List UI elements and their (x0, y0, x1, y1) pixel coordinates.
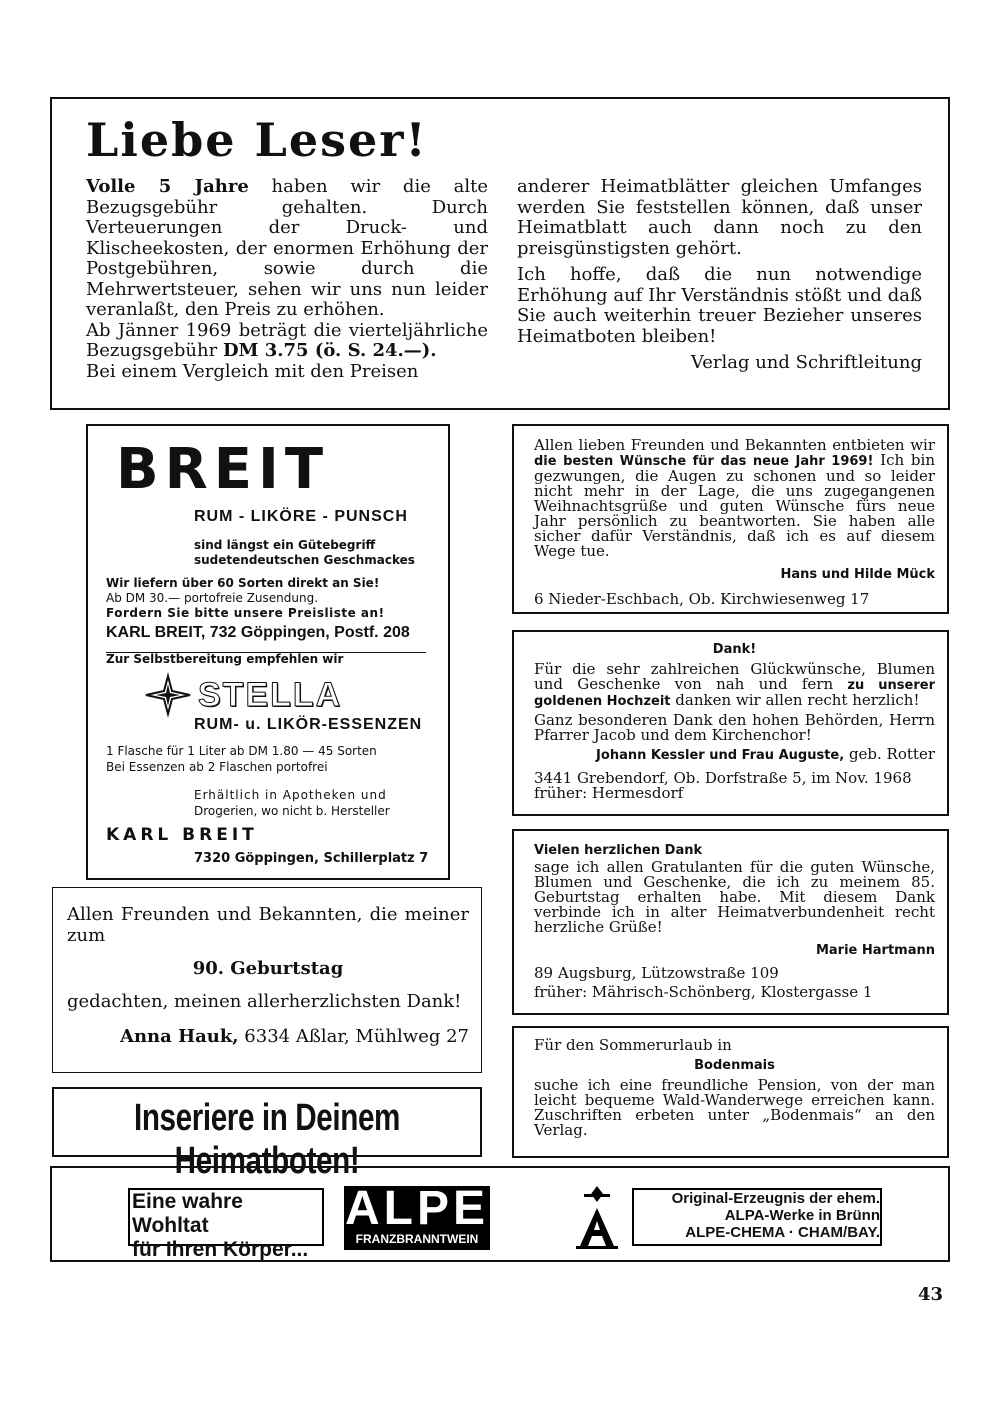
stella-logo (144, 674, 384, 716)
leser-notice-box (50, 97, 950, 410)
inserat-slogan: Inseriere in Deinem Heimatboten! (133, 1097, 401, 1182)
holiday-line-1: Für den Sommerurlaub in (534, 1036, 732, 1054)
leser-col2-p2: Ich hoffe, daß die nun notwendige Erhöhung auf Ihr Verständnis stößt und daß Sie auch weiterhin treuer Bezieher unseres Heimatboten bleiben! (517, 264, 922, 347)
leser-col1-p3: Bei einem Vergleich mit den Preisen (86, 360, 419, 382)
holiday-place: Bodenmais (694, 1058, 775, 1073)
birthday-sig-name: Anna Hauk, (120, 1026, 239, 1047)
kessler-address-1: 3441 Grebendorf, Ob. Dorfstraße 5, im Nov. 1968 (534, 769, 912, 787)
leser-col1-text: haben wir die alte Bezugsgebühr gehalten. Durch Verteuerungen der Druck- und Klischeekosten, der enormen Erhöhung der Postgebühren, sowie durch die Mehrwertsteuer, sehen wir uns nun leider veranlaßt, den Preis zu erhöhen. (86, 176, 488, 320)
alpe-origin-1: Original-Erzeugnis der ehem. (671, 1190, 880, 1207)
breit-line-4: Ab DM 30.— portofreie Zusendung. (106, 591, 319, 605)
holiday-p1: suche ich eine freundliche Pension, von der man leicht bequeme Wald-Wanderwege erreichen kann. Zuschriften erbeten unter „Bodenmais“ an den Verlag. (534, 1076, 935, 1139)
hartmann-p1: sage ich allen Gratulanten für die guten Wünsche, Blumen und Geschenke, die ich zu meinem 85. Geburtstag erhalten habe. Mit diesem Dank verbinde ich in alter Heimatverbundenheit recht herzliche Grüße! (534, 858, 935, 936)
leser-signature: Verlag und Schriftleitung (690, 352, 922, 373)
breit-company: KARL BREIT (106, 825, 258, 845)
mueck-greeting-box (512, 424, 949, 614)
breit-address-1: KARL BREIT, 732 Göppingen, Postf. 208 (106, 624, 410, 641)
alpe-brand-sub: FRANZBRANNTWEIN (355, 1232, 479, 1246)
breit-line-2a: sind längst ein Gütebegriff (194, 538, 376, 552)
alpe-slogan-1: Eine wahre Wohltat (132, 1190, 243, 1237)
alpe-origin-2: ALPA-Werke in Brünn (724, 1207, 880, 1224)
kessler-sig-a: Johann Kessler und Frau Auguste, (596, 748, 845, 763)
breit-products: RUM - LIKÖRE - PUNSCH (194, 508, 408, 525)
kessler-p1-b: danken wir allen recht herzlich! (670, 691, 920, 709)
mueck-signature: Hans und Hilde Mück (780, 567, 935, 582)
hartmann-text (534, 843, 935, 1000)
mueck-p-a: Allen lieben Freunden und Bekannten entbieten wir (534, 436, 935, 454)
holiday-request-box (512, 1026, 949, 1158)
alpe-emblem-icon (572, 1184, 622, 1250)
kessler-p2: Ganz besonderen Dank den hohen Behörden, Herrn Pfarrer Jacob und dem Kirchenchor! (534, 711, 935, 744)
breit-address-2: 7320 Göppingen, Schillerplatz 7 (194, 851, 429, 866)
mueck-p-b: Ich bin gezwungen, die Augen zu schonen und so leider nicht mehr in der Lage, die uns zugegangenen Weihnachtsgrüße und guten Wünsche fürs neue Jahr persönlich zu beantworten. Sie haben alle sicher dafür Verständnis, daß ich es auf diesem Wege tue. (534, 451, 935, 560)
breit-line-7: Zur Selbstbereitung empfehlen wir (106, 652, 344, 666)
hartmann-thanks-box (512, 829, 949, 1015)
hartmann-address-1: 89 Augsburg, Lützowstraße 109 (534, 964, 779, 982)
alpe-brand: ALPE (344, 1182, 489, 1235)
kessler-heading: Dank! (712, 642, 757, 657)
breit-line-5: Fordern Sie bitte unsere Preisliste an! (106, 606, 385, 620)
breit-line-9: 1 Flasche für 1 Liter ab DM 1.80 — 45 Sorten (106, 744, 377, 758)
mueck-wishes: die besten Wünsche für das neue Jahr 1969! (534, 454, 874, 469)
alpe-slogan-2: für Ihren Körper... (132, 1238, 309, 1261)
page-number: 43 (918, 1284, 944, 1305)
star-icon (144, 674, 192, 716)
birthday-heading: 90. Geburtstag (192, 958, 344, 979)
kessler-thanks-box (512, 630, 949, 816)
hartmann-signature: Marie Hartmann (815, 943, 935, 958)
stella-wordmark: STELLA (198, 676, 343, 714)
birthday-sig-addr: 6334 Aßlar, Mühlweg 27 (238, 1026, 469, 1047)
kessler-p1-a: Für die sehr zahlreichen Glückwünsche, Blumen und Geschenke von nah und fern (534, 660, 935, 693)
breit-logo: BREIT (116, 437, 330, 502)
alpe-slogan (128, 1188, 324, 1261)
leser-col1-p2: Ab Jänner 1969 beträgt die vierteljährliche Bezugsgebühr (86, 319, 488, 361)
kessler-text (534, 642, 935, 801)
leser-title: Liebe Leser! (86, 113, 428, 167)
inserat-box (52, 1087, 482, 1182)
birthday-p2: gedachten, meinen allerherzlichsten Dank! (67, 991, 462, 1012)
leser-col2-p1: anderer Heimatblätter gleichen Umfanges werden Sie feststellen können, daß unser Heimatblatt auch dann noch zu den preisgünstigsten gehört. (517, 176, 922, 259)
leser-price: DM 3.75 (ö. S. 24.—). (222, 340, 437, 361)
kessler-sig-b: geb. Rotter (844, 745, 935, 763)
mueck-address: 6 Nieder-Eschbach, Ob. Kirchwiesenweg 17 (534, 590, 870, 608)
birthday-thanks-box (52, 887, 482, 1073)
holiday-text (534, 1038, 935, 1138)
breit-line-10: Bei Essenzen ab 2 Flaschen portofrei (106, 760, 328, 774)
hartmann-address-2: früher: Mährisch-Schönberg, Klostergasse 1 (534, 983, 873, 1001)
breit-essences: RUM- u. LIKÖR-ESSENZEN (194, 716, 423, 733)
alpe-brand-block (344, 1182, 490, 1250)
leser-column-2 (517, 177, 922, 374)
breit-line-11: Erhältlich in Apotheken und (194, 788, 387, 802)
breit-advertisement (86, 424, 450, 880)
kessler-hochzeit: zu unserer goldenen Hochzeit (534, 678, 935, 709)
leser-bold-start: Volle 5 Jahre (86, 176, 249, 197)
mueck-text (534, 438, 935, 607)
breit-line-3: Wir liefern über 60 Sorten direkt an Sie! (106, 576, 380, 590)
birthday-text (67, 904, 469, 1047)
alpe-origin-3: ALPE-CHEMA · CHAM/BAY. (685, 1224, 880, 1241)
breit-line-2b: sudetendeutschen Geschmackes (194, 553, 415, 567)
hartmann-heading: Vielen herzlichen Dank (534, 843, 703, 858)
kessler-address-2: früher: Hermesdorf (534, 784, 684, 802)
breit-line-12: Drogerien, wo nicht b. Hersteller (194, 804, 390, 818)
alpe-origin (632, 1188, 882, 1246)
leser-column-1 (86, 177, 488, 382)
alpe-advertisement (50, 1166, 950, 1262)
birthday-p1: Allen Freunden und Bekannten, die meiner zum (67, 904, 469, 946)
